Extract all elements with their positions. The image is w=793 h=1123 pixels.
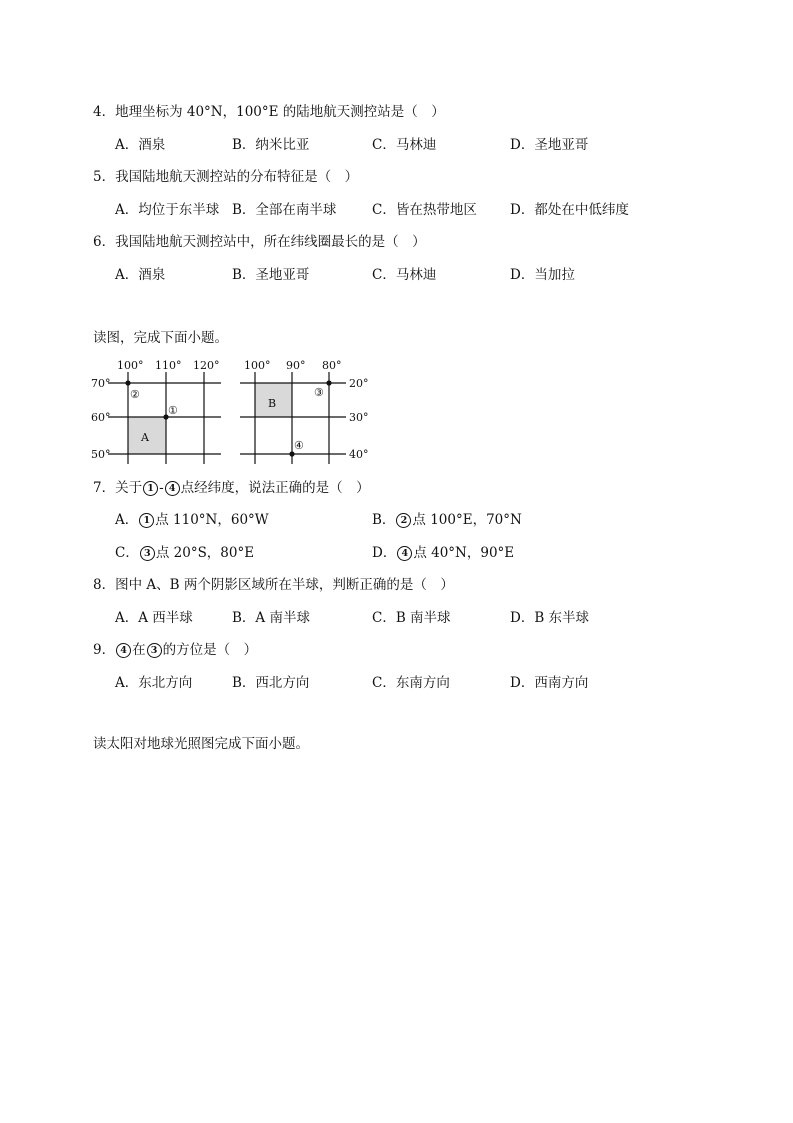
point-4-label: ④ — [294, 439, 304, 452]
q4-option-c[interactable]: C．马林迪 — [372, 137, 437, 153]
left-side-label-60: 60° — [91, 411, 111, 424]
right-top-label-80: 80° — [322, 359, 342, 372]
q5-option-c[interactable]: C．皆在热带地区 — [372, 202, 477, 218]
left-grid — [91, 359, 221, 464]
q7-stem — [93, 479, 370, 497]
q7-option-a-letter: A． — [115, 512, 139, 528]
q7-option-d-letter: D． — [372, 545, 397, 561]
reading-prompt-sunlight: 读太阳对地球光照图完成下面小题。 — [93, 736, 309, 752]
q7-option-d-text: 点 40°N，90°E — [413, 545, 515, 561]
q7-option-b-letter: B． — [372, 512, 396, 528]
q9-stem — [93, 641, 257, 659]
q9-stem-suffix: 的方位是（ ） — [162, 642, 258, 658]
q8-stem: 8．图中 A、B 两个阴影区域所在半球，判断正确的是（ ） — [93, 577, 454, 593]
q7-option-b[interactable] — [372, 511, 522, 529]
q5-option-a[interactable]: A．均位于东半球 — [115, 202, 220, 218]
q6-option-b[interactable]: B．圣地亚哥 — [232, 267, 310, 283]
q7-option-c-letter: C． — [115, 545, 139, 561]
point-4-dot — [289, 451, 294, 456]
q4-stem: 4．地理坐标为 40°N，100°E 的陆地航天测控站是（ ） — [93, 104, 445, 120]
q7-stem-dash: - — [159, 480, 164, 496]
q5-stem: 5．我国陆地航天测控站的分布特征是（ ） — [93, 169, 359, 185]
right-side-label-30: 30° — [349, 411, 369, 424]
q4-option-d[interactable]: D．圣地亚哥 — [510, 137, 589, 153]
left-top-label-110: 110° — [155, 359, 182, 372]
q7-option-a[interactable] — [115, 511, 269, 529]
q6-stem: 6．我国陆地航天测控站中，所在纬线圈最长的是（ ） — [93, 234, 426, 250]
reading-prompt-grid: 读图，完成下面小题。 — [93, 330, 228, 346]
point-2-label: ② — [130, 388, 140, 401]
q9-option-c[interactable]: C．东南方向 — [372, 675, 450, 691]
region-a-label: A — [141, 431, 149, 444]
q4-option-a[interactable]: A．酒泉 — [115, 137, 166, 153]
q7-option-c-marker: 3 — [140, 546, 155, 561]
point-3-dot — [326, 380, 331, 385]
region-b-label: B — [268, 397, 277, 410]
q7-option-a-marker: 1 — [139, 513, 154, 528]
q5-option-d[interactable]: D．都处在中低纬度 — [510, 202, 629, 218]
q7-option-b-marker: 2 — [396, 513, 411, 528]
q9-marker-a: 4 — [116, 643, 131, 658]
point-1-label: ① — [168, 404, 178, 417]
left-top-label-100: 100° — [117, 359, 144, 372]
lat-lon-grid-figure — [88, 352, 388, 467]
right-top-label-90: 90° — [286, 359, 306, 372]
q8-option-d[interactable]: D．B 东半球 — [510, 610, 590, 626]
right-top-label-100: 100° — [244, 359, 271, 372]
q7-stem-suffix: 点经纬度，说法正确的是（ ） — [180, 480, 370, 496]
q4-option-b[interactable]: B．纳米比亚 — [232, 137, 310, 153]
q8-option-c[interactable]: C．B 南半球 — [372, 610, 451, 626]
right-grid — [240, 359, 369, 464]
q7-option-d-marker: 4 — [397, 546, 412, 561]
q8-option-b[interactable]: B．A 南半球 — [232, 610, 310, 626]
right-side-label-40: 40° — [349, 448, 369, 461]
q9-option-b[interactable]: B．西北方向 — [232, 675, 310, 691]
q6-option-c[interactable]: C．马林迪 — [372, 267, 437, 283]
q7-marker-end: 4 — [165, 481, 180, 496]
q7-marker-start: 1 — [143, 481, 158, 496]
left-side-label-50: 50° — [91, 448, 111, 461]
q7-stem-prefix: 7．关于 — [93, 480, 143, 496]
q8-option-a[interactable]: A．A 西半球 — [115, 610, 193, 626]
q9-stem-prefix: 9． — [93, 642, 116, 658]
q7-option-c-text: 点 20°S，80°E — [155, 545, 255, 561]
q6-option-d[interactable]: D．当加拉 — [510, 267, 575, 283]
q9-option-a[interactable]: A．东北方向 — [115, 675, 193, 691]
q7-option-a-text: 点 110°N，60°W — [155, 512, 269, 528]
q9-stem-mid: 在 — [132, 642, 146, 658]
q7-option-d[interactable] — [372, 544, 514, 562]
q5-option-b[interactable]: B．全部在南半球 — [232, 202, 337, 218]
q7-option-c[interactable] — [115, 544, 254, 562]
point-3-label: ③ — [314, 386, 324, 399]
left-top-label-120: 120° — [193, 359, 220, 372]
right-side-label-20: 20° — [349, 377, 369, 390]
q6-option-a[interactable]: A．酒泉 — [115, 267, 166, 283]
point-2-dot — [125, 380, 130, 385]
q7-option-b-text: 点 100°E，70°N — [412, 512, 522, 528]
q9-marker-b: 3 — [147, 643, 162, 658]
q9-option-d[interactable]: D．西南方向 — [510, 675, 589, 691]
left-side-label-70: 70° — [91, 377, 111, 390]
